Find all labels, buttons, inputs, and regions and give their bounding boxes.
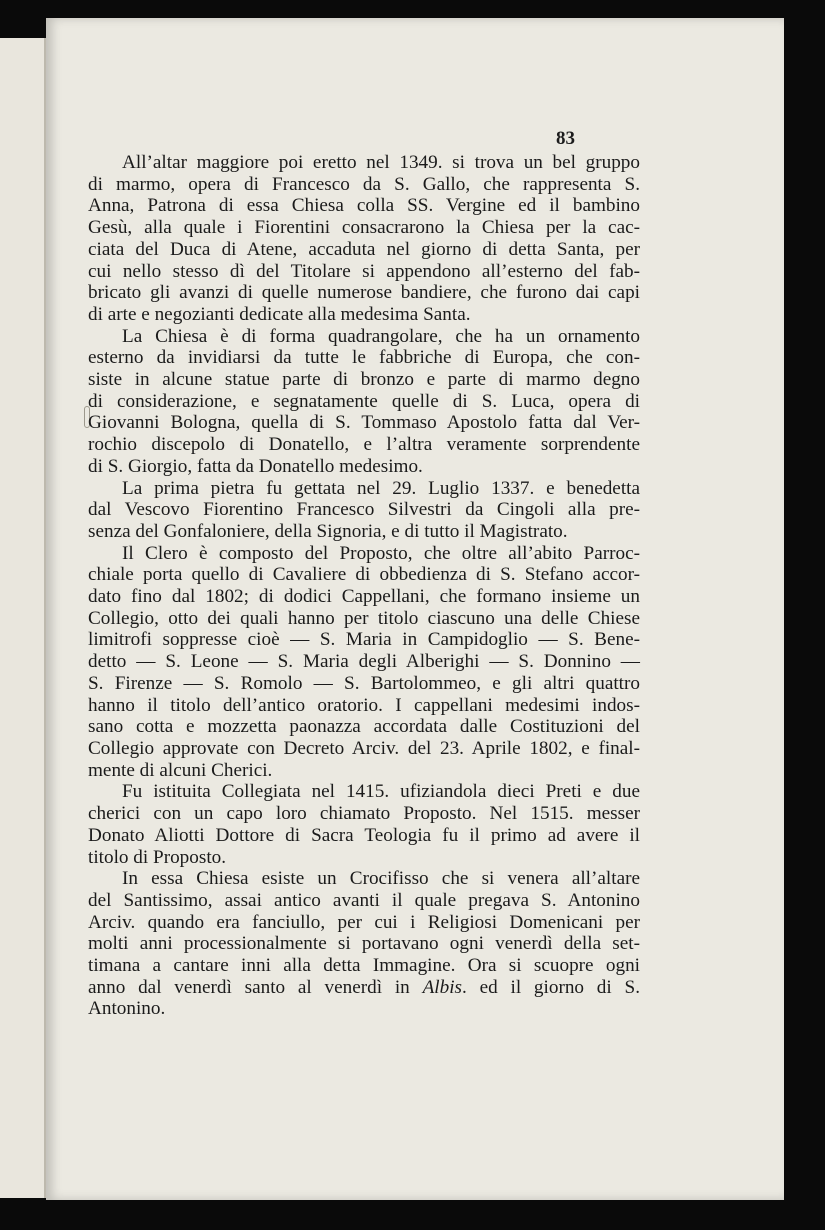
text-line: limitrofi soppresse cioè — S. Maria in Campidoglio — S. Bene- (88, 629, 640, 651)
text-line: Giovanni Bologna, quella di S. Tommaso Apostolo fatta dal Ver- (88, 412, 640, 434)
paragraph (88, 543, 640, 782)
text-line: La prima pietra fu gettata nel 29. Luglio 1337. e benedetta (122, 477, 640, 499)
text-line: S. Firenze — S. Romolo — S. Bartolommeo, e gli altri quattro (88, 672, 640, 694)
text-segment: . ed il giorno di S. (462, 976, 640, 998)
text-line: dal Vescovo Fiorentino Francesco Silvestri da Cingoli alla pre- (88, 499, 640, 521)
text-line: Gesù, alla quale i Fiorentini consacrarono la Chiesa per la cac- (88, 217, 640, 239)
text-line: di marmo, opera di Francesco da S. Gallo, che rappresenta S. (88, 173, 640, 195)
text-line: di considerazione, e segnatamente quelle di S. Luca, opera di (88, 390, 640, 412)
text-line: ciata del Duca di Atene, accaduta nel giorno di detta Santa, per (88, 238, 640, 260)
text-line: detto — S. Leone — S. Maria degli Alberighi — S. Donnino — (88, 651, 640, 673)
text-line: sano cotta e mozzetta paonazza accordata dalle Costituzioni del (88, 716, 640, 738)
page-body-text (88, 152, 640, 1020)
text-line: di arte e negozianti dedicate alla medesima Santa. (88, 303, 471, 325)
text-line: Collegio approvate con Decreto Arciv. del 23. Aprile 1802, e final- (88, 737, 640, 759)
paragraph (88, 326, 640, 478)
text-line: Il Clero è composto del Proposto, che oltre all’abito Parroc- (122, 542, 640, 564)
text-line: chiale porta quello di Cavaliere di obbedienza di S. Stefano accor- (88, 564, 640, 586)
text-line: mente di alcuni Cherici. (88, 759, 273, 781)
text-line: del Santissimo, assai antico avanti il quale pregava S. Antonino (88, 889, 640, 911)
text-line: bricato gli avanzi di quelle numerose bandiere, che furono dai capi (88, 282, 640, 304)
paragraph (88, 868, 640, 1020)
page-number: 83 (556, 128, 575, 149)
text-line: All’altar maggiore poi eretto nel 1349. si trova un bel gruppo (122, 152, 640, 173)
text-line: Antonino. (88, 998, 166, 1020)
paragraph (88, 478, 640, 543)
previous-page-edge (0, 38, 46, 1198)
text-line: rochio discepolo di Donatello, e l’altra veramente sorprendente (88, 434, 640, 456)
text-line: siste in alcune statue parte di bronzo e parte di marmo degno (88, 369, 640, 391)
paragraph (88, 152, 640, 326)
text-line: cherici con un capo loro chiamato Proposto. Nel 1515. messer (88, 803, 640, 825)
text-line: La Chiesa è di forma quadrangolare, che ha un ornamento (122, 325, 640, 347)
paragraph (88, 781, 640, 868)
text-line: hanno il titolo dell’antico oratorio. I cappellani medesimi indos- (88, 694, 640, 716)
italic-word: Albis (422, 976, 463, 998)
text-line: In essa Chiesa esiste un Crocifisso che si venera all’altare (122, 868, 640, 890)
text-line: Arciv. quando era fanciullo, per cui i Religiosi Domenicani per (88, 911, 640, 933)
text-line: cui nello stesso dì del Titolare si appendono all’esterno del fab- (88, 260, 640, 282)
text-line: Collegio, otto dei quali hanno per titolo ciascuno una delle Chiese (88, 607, 640, 629)
text-line: dato fino dal 1802; di dodici Cappellani, che formano insieme un (88, 586, 640, 608)
text-line: Fu istituita Collegiata nel 1415. ufiziandola dieci Preti e due (122, 781, 640, 803)
text-line: di S. Giorgio, fatta da Donatello medesimo. (88, 455, 423, 477)
text-line: Anna, Patrona di essa Chiesa colla SS. Vergine ed il bambino (88, 195, 640, 217)
text-line: titolo di Proposto. (88, 846, 227, 868)
text-segment: anno dal venerdì santo al venerdì in (88, 976, 423, 998)
text-line-with-italic (88, 977, 640, 999)
text-line: esterno da invidiarsi da tutte le fabbriche di Europa, che con- (88, 347, 640, 369)
text-line: timana a cantare inni alla detta Immagine. Ora si scuopre ogni (88, 955, 640, 977)
text-line: molti anni processionalmente si portavano ogni venerdì della set- (88, 933, 640, 955)
text-line: senza del Gonfaloniere, della Signoria, e di tutto il Magistrato. (88, 520, 568, 542)
text-line: Donato Aliotti Dottore di Sacra Teologia fu il primo ad avere il (88, 824, 640, 846)
